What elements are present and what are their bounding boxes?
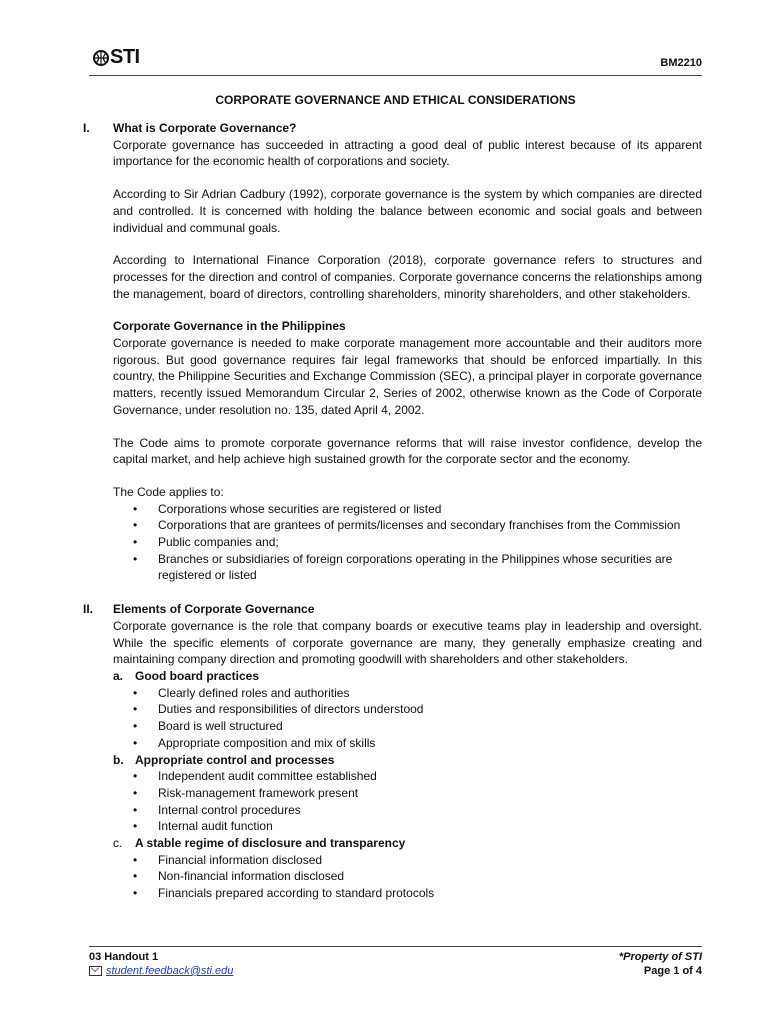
list-item: • Financial information disclosed xyxy=(113,852,702,869)
list-item: • Duties and responsibilities of directors understood xyxy=(113,701,702,718)
list-item: • Risk-management framework present xyxy=(113,785,702,802)
subheading-philippines: Corporate Governance in the Philippines xyxy=(113,319,346,334)
board-practices-list xyxy=(113,685,702,752)
list-item: • Corporations whose securities are registered or listed xyxy=(113,501,702,518)
subsection-b-title: Appropriate control and processes xyxy=(135,752,335,767)
section-1-number: I. xyxy=(83,121,90,135)
subsection-a-title: Good board practices xyxy=(135,668,260,683)
list-item: • Internal control procedures xyxy=(113,802,702,819)
paragraph: According to International Finance Corporation (2018), corporate governance refers to structures and processes for the direction and control of companies. Corporate governance concerns the relationships among the management, board of directors, controlling shareholders, minority shareholders, and other stakeholders. xyxy=(113,253,702,301)
section-2-title: Elements of Corporate Governance xyxy=(113,602,315,617)
list-item: • Clearly defined roles and authorities xyxy=(113,685,702,702)
property-label: *Property of STI xyxy=(618,951,702,963)
subsection-b xyxy=(113,752,702,769)
subsection-a xyxy=(113,668,702,685)
list-item: • Independent audit committee established xyxy=(113,768,702,785)
paragraph: The Code aims to promote corporate governance reforms that will raise investor confidence, develop the capital market, and help achieve high sustained growth for the corporate sector and the economy. xyxy=(113,435,702,467)
feedback-email-link[interactable]: student.feedback@sti.edu xyxy=(106,965,234,977)
list-item: • Branches or subsidiaries of foreign corporations operating in the Philippines whose securities are registered or listed xyxy=(113,551,702,584)
subsection-a-letter: a. xyxy=(113,668,124,683)
subsection-c-letter: c. xyxy=(113,836,123,851)
applies-list xyxy=(113,501,702,585)
list-item: • Board is well structured xyxy=(113,718,702,735)
subsection-b-letter: b. xyxy=(113,752,124,767)
footer-right xyxy=(619,950,702,978)
header-divider xyxy=(89,75,702,76)
section-1-title: What is Corporate Governance? xyxy=(113,121,297,135)
section-1 xyxy=(83,120,702,584)
paragraph: Corporate governance has succeeded in attracting a good deal of public interest because of its apparent importance for the economic health of corporations and society. xyxy=(113,137,702,169)
document-title: CORPORATE GOVERNANCE AND ETHICAL CONSIDERATIONS xyxy=(215,93,576,107)
list-item: • Corporations that are grantees of permits/licenses and secondary franchises from the Commission xyxy=(113,517,702,534)
footer-left xyxy=(89,950,233,978)
section-2 xyxy=(83,601,702,902)
course-code: BM2210 xyxy=(660,57,702,69)
footer-divider xyxy=(89,946,702,947)
control-processes-list xyxy=(113,768,702,835)
list-item: • Non-financial information disclosed xyxy=(113,868,702,885)
sti-logo xyxy=(92,46,140,69)
disclosure-list xyxy=(113,852,702,902)
subsection-c xyxy=(113,835,702,852)
subsection-c-title: A stable regime of disclosure and transparency xyxy=(135,836,406,851)
mail-icon xyxy=(89,966,102,976)
paragraph: According to Sir Adrian Cadbury (1992), corporate governance is the system by which companies are directed and controlled. It is concerned with holding the balance between economic and social goals and between individual and communal goals. xyxy=(113,187,702,235)
paragraph: Corporate governance is needed to make corporate management more accountable and their auditors more rigorous. But good governance requires fair legal frameworks that should be enforced impartially. In this country, the Philippine Securities and Exchange Commission (SEC), a principal player in corporate governance matters, recently issued Memorandum Circular 2, Series of 2002, otherwise known as the Code of Corporate Governance, under resolution no. 135, dated April 4, 2002. xyxy=(113,336,702,417)
section-2-number: II. xyxy=(83,602,94,617)
list-item: • Financials prepared according to standard protocols xyxy=(113,885,702,902)
list-item: • Internal audit function xyxy=(113,818,702,835)
handout-label: 03 Handout 1 xyxy=(89,951,159,963)
list-item: • Public companies and; xyxy=(113,534,702,551)
sti-globe-icon xyxy=(92,49,110,67)
document-body xyxy=(83,120,702,902)
applies-intro: The Code applies to: xyxy=(113,484,224,499)
logo-text: STI xyxy=(110,46,140,69)
list-item: • Appropriate composition and mix of skills xyxy=(113,735,702,752)
paragraph: Corporate governance is the role that company boards or executive teams play in leadership and oversight. While the specific elements of corporate governance are many, they generally emphasize creating and maintaining company direction and promoting goodwill with shareholders and other stakeholders. xyxy=(113,618,702,667)
page-number: Page 1 of 4 xyxy=(643,965,702,977)
